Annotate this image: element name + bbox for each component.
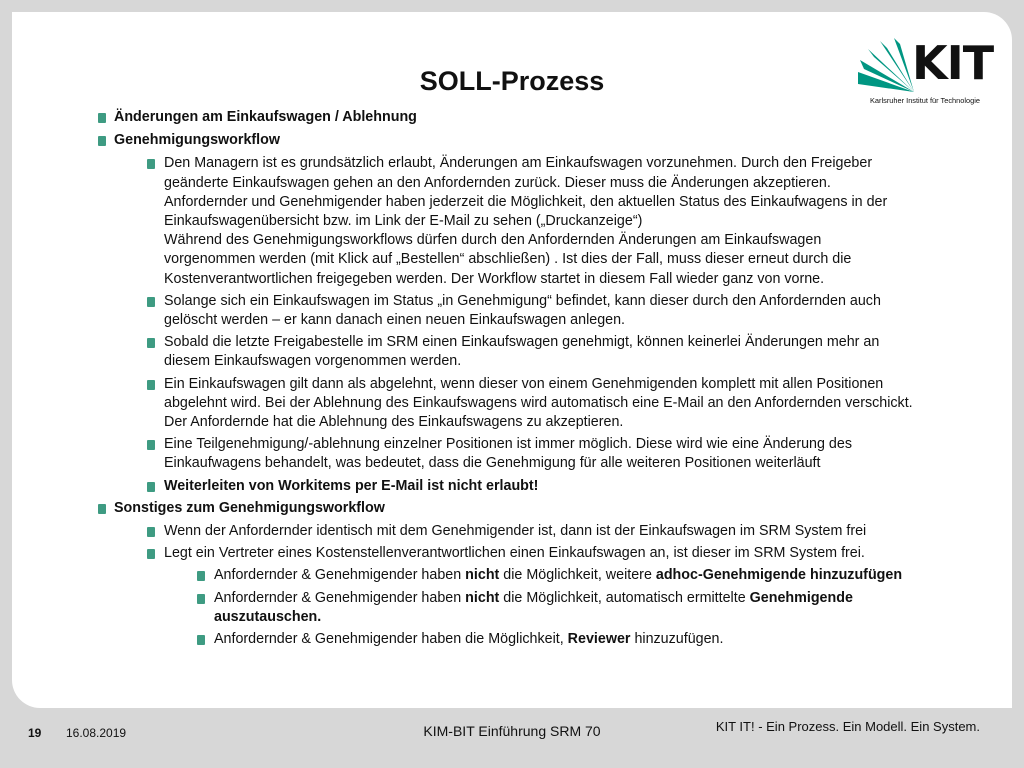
kit-logo	[856, 36, 992, 108]
bullet-bold-run: Genehmigende	[749, 589, 853, 606]
bullet-text: Änderungen am Einkaufswagen / Ablehnung	[114, 109, 417, 125]
bullet-item	[84, 108, 1004, 127]
bullet-text: Genehmigungsworkflow	[114, 132, 281, 149]
bullet-line: Einkaufwagens behandelt, was bedeutet, dass die Genehmigung für alle weiteren Positionen weiterläuft	[164, 455, 821, 472]
bullet-run: die Möglichkeit, weitere	[499, 567, 656, 584]
bullet-bold-run: nicht	[465, 567, 500, 584]
bullet-marker-icon	[147, 549, 155, 559]
bullet-marker-icon	[197, 594, 205, 604]
bullet-item	[84, 375, 1004, 433]
bullet-item	[84, 566, 1004, 585]
bullet-line: Solange sich ein Einkaufswagen im Status „in Genehmigung“ befindet, kann dieser durch den Anfordernden auch	[164, 292, 881, 309]
bullet-line: Anfordernder und Genehmigender haben jederzeit die Möglichkeit, den aktuellen Status des Einkaufwagens in der	[164, 193, 888, 210]
bullet-line: diesem Einkaufswagen vorgenommen werden.	[164, 353, 462, 370]
bullet-item	[84, 522, 1004, 541]
bullet-line: Ein Einkaufswagen gilt dann als abgelehnt, wenn dieser von einem Genehmigenden komplett mit allen Positionen	[164, 375, 884, 392]
bullet-item	[84, 499, 1004, 518]
bullet-marker-icon	[98, 113, 106, 123]
bullet-line: Eine Teilgenehmigung/-ablehnung einzelner Positionen ist immer möglich. Diese wird wie eine Änderung des	[164, 436, 852, 453]
bullet-item	[84, 131, 1004, 150]
bullet-line: gelöscht werden – er kann danach einen neuen Einkaufswagen anlegen.	[164, 312, 626, 329]
bullet-line: Der Anfordernde hat die Ablehnung des Einkaufswagens zu akzeptieren.	[164, 414, 624, 431]
bullet-run: Anfordernder & Genehmigender haben	[214, 567, 466, 584]
bullet-marker-icon	[147, 380, 155, 390]
bullet-item	[84, 544, 1004, 563]
bullet-bold-run: nicht	[465, 589, 500, 606]
bullet-item	[84, 477, 1004, 496]
bullet-run: Anfordernder & Genehmigender haben	[214, 589, 466, 606]
bullet-line: vorgenommen werden (mit Klick auf „Bestellen“ abschließen) . Ist dies der Fall, muss dieser erneut durch die	[164, 251, 852, 268]
bullet-bold-run: adhoc-Genehmigende hinzuzufügen	[655, 567, 903, 584]
bullet-line: Während des Genehmigungsworkflows dürfen durch den Anfordernden Änderungen am Einkaufswagen	[164, 232, 822, 249]
bullet-list	[84, 108, 1004, 652]
bullet-bold-run: auszutauschen.	[214, 608, 322, 625]
bullet-line: Kostenverantwortlichen freigegeben werden. Der Workflow startet in diesem Fall wieder ganz von vorne.	[164, 270, 825, 287]
bullet-line: Einkaufswagenübersicht bzw. im Link der E-Mail zu sehen („Druckanzeige“)	[164, 213, 643, 230]
bullet-run: die Möglichkeit, automatisch ermittelte	[499, 589, 750, 606]
bullet-marker-icon	[197, 635, 205, 645]
bullet-item	[84, 333, 1004, 371]
bullet-marker-icon	[197, 571, 205, 581]
bullet-text: Weiterleiten von Workitems per E-Mail ist nicht erlaubt!	[164, 477, 539, 494]
page-number: 19	[28, 726, 42, 740]
bullet-item	[84, 435, 1004, 473]
kit-logo-subtitle: Karlsruher Institut für Technologie	[870, 96, 980, 105]
kit-logo-fan-icon	[856, 36, 918, 94]
bullet-text: Sonstiges zum Genehmigungsworkflow	[114, 499, 385, 516]
bullet-text: Wenn der Anfordernder identisch mit dem Genehmigender ist, dann ist der Einkaufswagen im SRM System frei	[164, 523, 867, 540]
bullet-marker-icon	[147, 297, 155, 307]
bullet-marker-icon	[147, 440, 155, 450]
bullet-run: Anfordernder & Genehmigender haben die Möglichkeit,	[214, 631, 568, 648]
bullet-bold-run: Reviewer	[567, 631, 631, 648]
footer-date: 16.08.2019	[66, 726, 127, 740]
bullet-marker-icon	[98, 504, 106, 514]
bullet-item	[84, 630, 1004, 649]
bullet-marker-icon	[147, 482, 155, 492]
bullet-line: Den Managern ist es grundsätzlich erlaubt, Änderungen am Einkaufswagen vorzunehmen. Durch den Freigeber	[164, 155, 873, 172]
footer-title: KIM-BIT Einführung SRM 70	[423, 723, 601, 739]
bullet-line: geänderte Einkaufswagen gehen an den Anfordernden zurück. Dieser muss die Änderungen akzeptieren.	[164, 174, 831, 191]
footer-slogan: KIT IT! - Ein Prozess. Ein Modell. Ein System.	[715, 719, 980, 734]
bullet-text	[214, 566, 1004, 585]
kit-logo-wordmark: KIT	[912, 36, 994, 90]
bullet-marker-icon	[147, 338, 155, 348]
bullet-text	[214, 630, 1004, 649]
slide	[12, 12, 1012, 708]
bullet-text	[214, 589, 1004, 627]
bullet-item	[84, 292, 1004, 330]
bullet-line: abgelehnt wird. Bei der Ablehnung des Einkaufswagens wird automatisch eine E-Mail an den Anfordernden verschickt.	[164, 394, 913, 411]
bullet-text: Legt ein Vertreter eines Kostenstellenverantwortlichen einen Einkaufswagen an, ist dieser im SRM System frei.	[164, 545, 865, 562]
bullet-marker-icon	[98, 136, 106, 146]
bullet-marker-icon	[147, 159, 155, 169]
bullet-item	[84, 589, 1004, 627]
bullet-item	[84, 154, 1004, 288]
bullet-run: hinzuzufügen.	[630, 631, 724, 648]
footer	[0, 708, 1024, 768]
bullet-line: Sobald die letzte Freigabestelle im SRM einen Einkaufswagen genehmigt, können keinerlei Änderungen mehr an	[164, 334, 880, 351]
slide-title: SOLL-Prozess	[419, 66, 605, 96]
bullet-marker-icon	[147, 527, 155, 537]
